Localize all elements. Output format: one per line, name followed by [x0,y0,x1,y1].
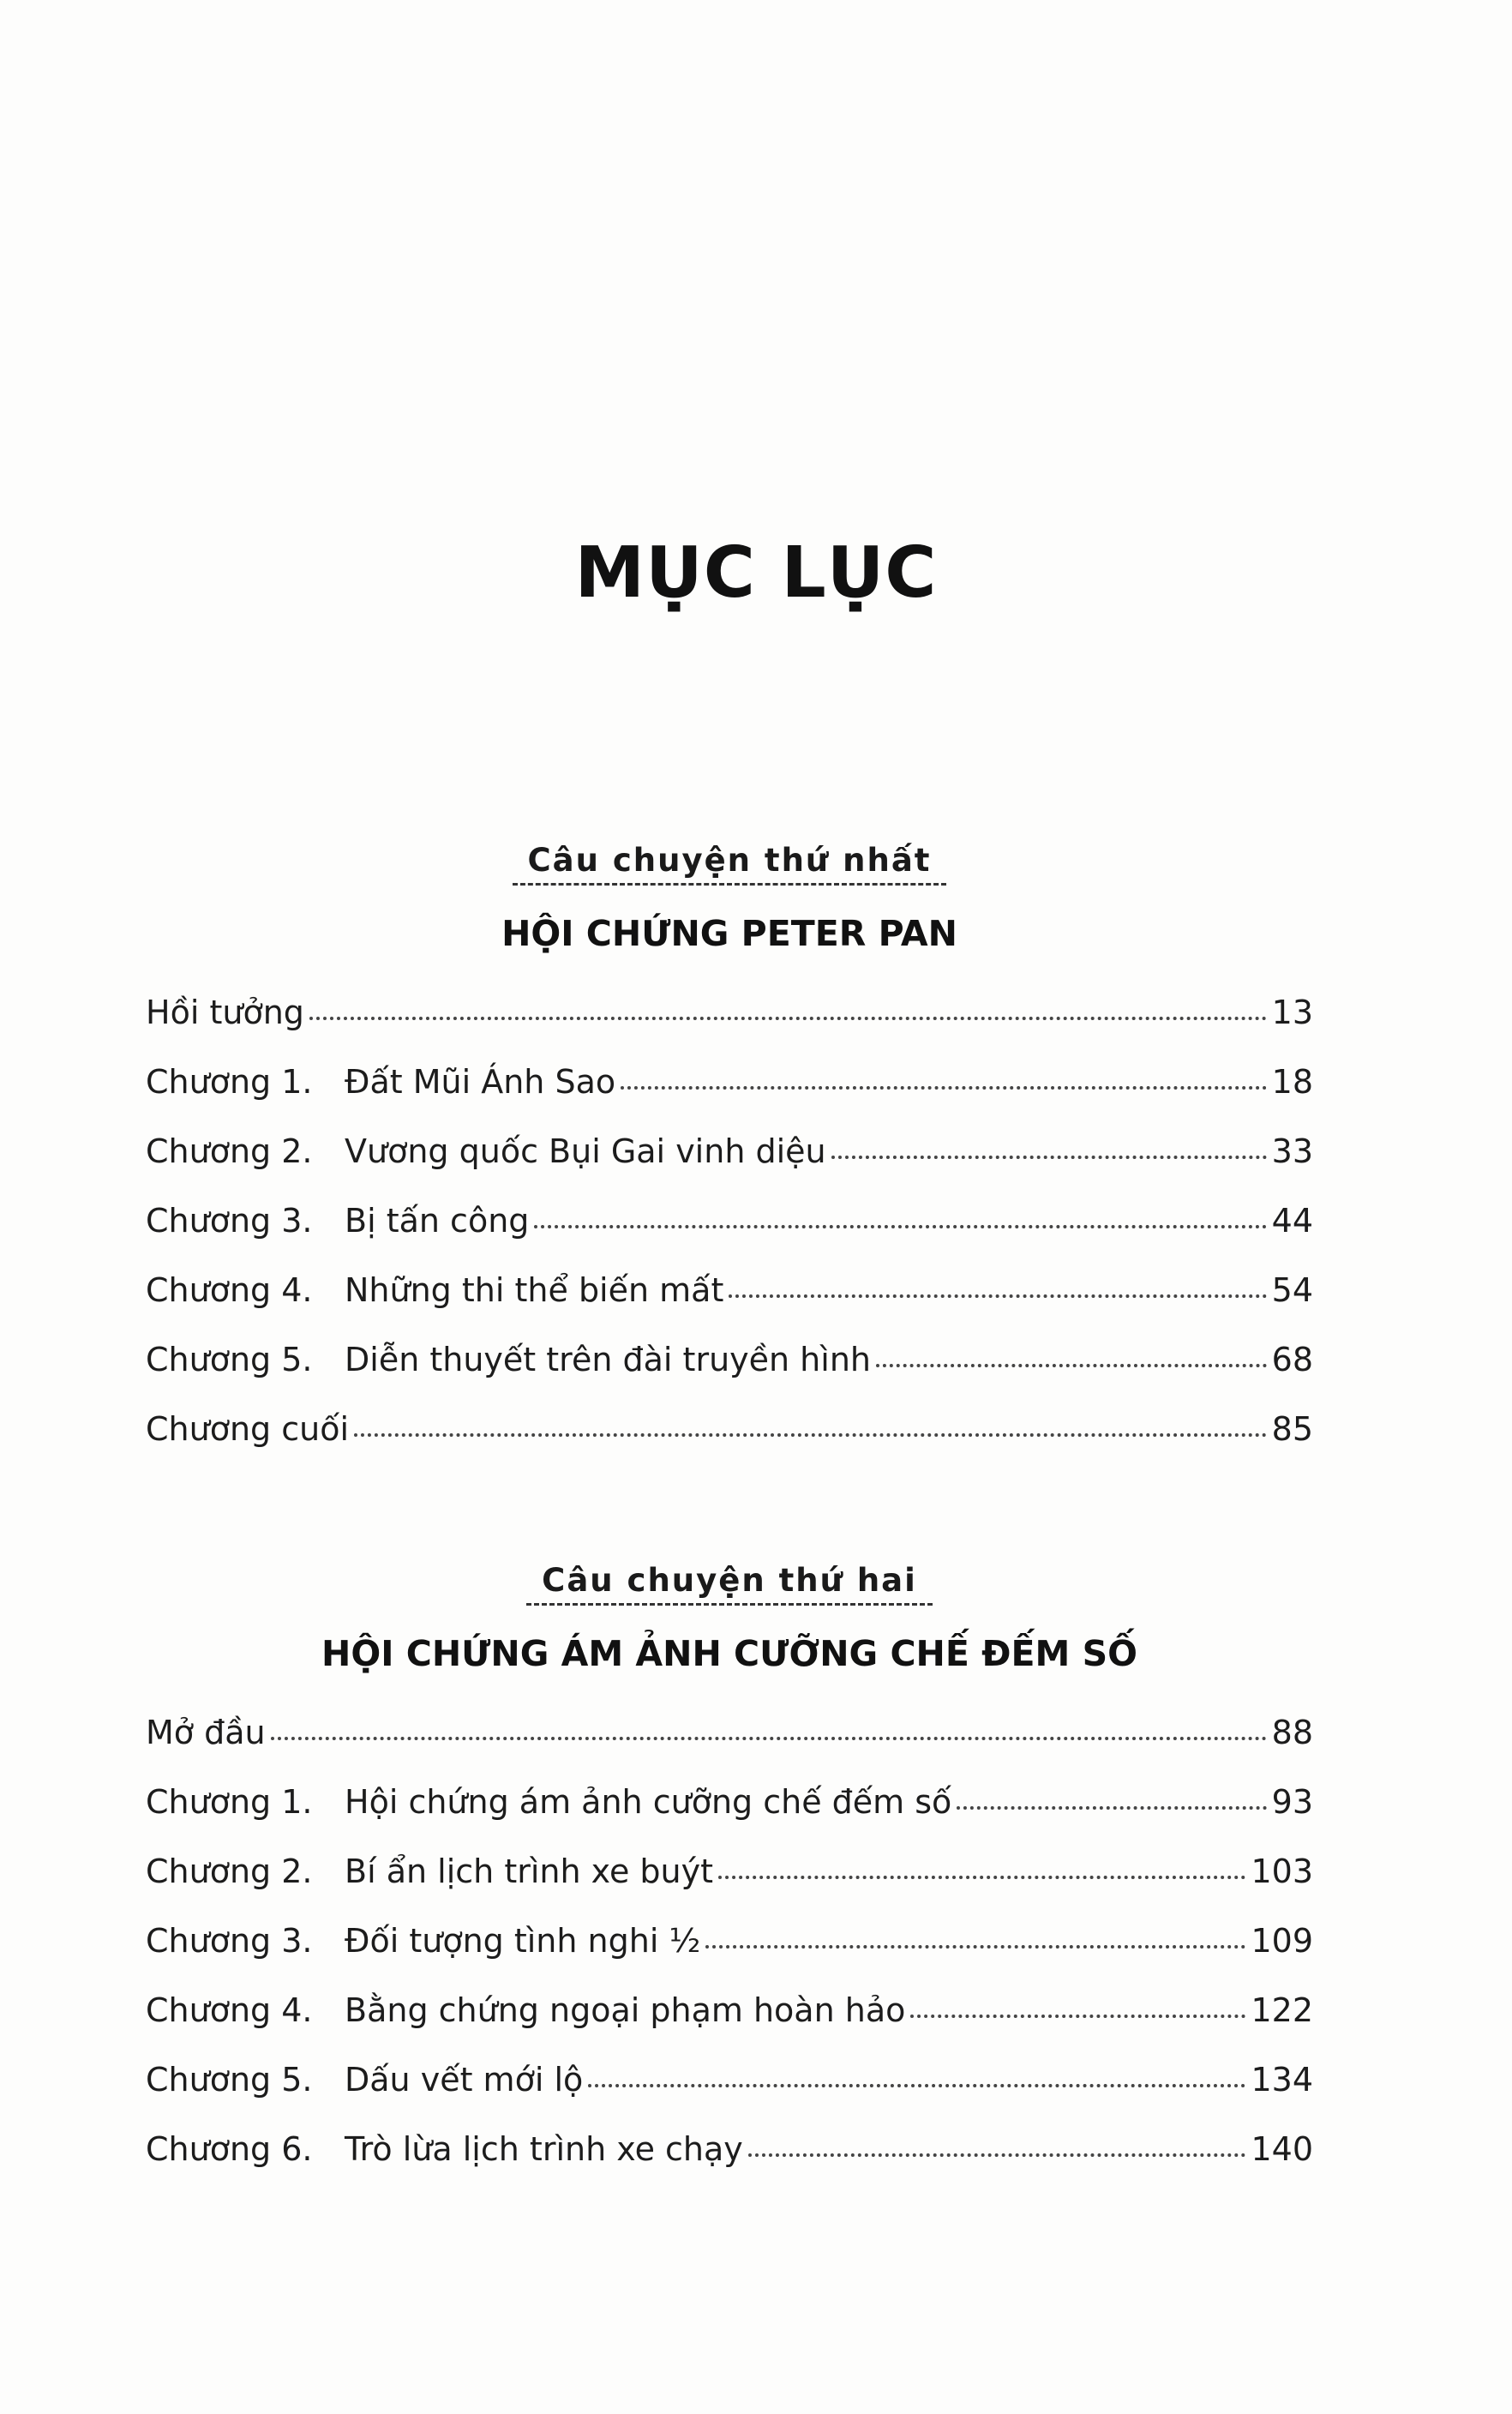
toc-page-number: 103 [1251,1852,1313,1890]
dot-leader [748,2150,1246,2157]
toc-page-number: 44 [1271,1201,1313,1240]
toc-entry [146,1341,1313,1410]
toc-chapter-number: Chương 2. [146,1852,313,1890]
toc-chapter-number: Chương 4. [146,1991,313,2029]
dot-leader [718,1872,1245,1879]
toc-entry [146,1271,1313,1341]
toc-chapter-number: Chương 5. [146,1340,313,1378]
toc-entry [146,2130,1313,2200]
toc-entry-title: Vương quốc Bụi Gai vinh diệu [345,1132,826,1170]
toc-chapter-number: Chương 1. [146,1062,313,1101]
toc-entry [146,1922,1313,1991]
toc-page-number: 93 [1271,1782,1313,1821]
toc-page-number: 18 [1271,1062,1313,1101]
story-section-2 [146,1562,1313,2200]
toc-list [146,994,1313,1480]
toc-page-number: 140 [1251,2129,1313,2168]
dot-leader [831,1152,1267,1159]
story-label: Câu chuyện thứ nhất [513,842,947,886]
toc-entry-title: Diễn thuyết trên đài truyền hình [345,1340,871,1378]
dot-leader [271,1733,1267,1740]
toc-entry [146,1991,1313,2061]
toc-title: MỤC LỤC [574,532,938,614]
dot-leader [957,1803,1266,1810]
toc-list [146,1714,1313,2200]
story-heading: HỘI CHỨNG PETER PAN [501,913,957,955]
dot-leader [588,2081,1245,2087]
toc-entry-title: Trò lừa lịch trình xe chạy [345,2129,743,2168]
toc-entry-title: Dấu vết mới lộ [345,2060,584,2099]
toc-page-number: 109 [1251,1921,1313,1960]
toc-entry-title: Đối tượng tình nghi ½ [345,1921,701,1960]
toc-entry-title: Bị tấn công [345,1201,530,1240]
toc-entry [146,2061,1313,2130]
toc-entry-title: Những thi thể biến mất [345,1270,724,1309]
toc-page-number: 122 [1251,1991,1313,2029]
toc-page-number: 85 [1271,1409,1313,1448]
toc-entry-title: Bí ẩn lịch trình xe buýt [345,1852,714,1890]
dot-leader [729,1291,1266,1298]
toc-chapter-number: Chương 6. [146,2129,313,2168]
toc-entry [146,1410,1313,1480]
toc-page-number: 54 [1271,1270,1313,1309]
toc-page-number: 134 [1251,2060,1313,2099]
toc-page-number: 33 [1271,1132,1313,1170]
toc-chapter-number: Chương 5. [146,2060,313,2099]
toc-entry-title: Bằng chứng ngoại phạm hoàn hảo [345,1991,906,2029]
toc-chapter-number: Chương 3. [146,1201,313,1240]
dot-leader [534,1222,1266,1228]
story-heading: HỘI CHỨNG ÁM ẢNH CƯỠNG CHẾ ĐẾM SỐ [321,1633,1137,1675]
dot-leader [705,1942,1245,1949]
dot-leader [621,1083,1267,1090]
toc-entry-title: Hội chứng ám ảnh cưỡng chế đếm số [345,1782,952,1821]
toc-page-number: 13 [1271,993,1313,1031]
dot-leader [309,1013,1267,1020]
toc-page-number: 88 [1271,1713,1313,1751]
toc-chapter-number: Chương 3. [146,1921,313,1960]
toc-chapter-number: Chương 1. [146,1782,313,1821]
toc-page-number: 68 [1271,1340,1313,1378]
toc-entry [146,1063,1313,1132]
dot-leader [876,1360,1267,1367]
toc-entry [146,1202,1313,1271]
toc-entry [146,1783,1313,1853]
toc-entry-title: Mở đầu [146,1713,266,1751]
story-section-1 [146,842,1313,1480]
toc-entry-title: Chương cuối [146,1409,350,1448]
story-label: Câu chuyện thứ hai [526,1562,933,1606]
dot-leader [354,1430,1267,1437]
toc-entry [146,994,1313,1063]
toc-entry [146,1132,1313,1202]
toc-entry [146,1714,1313,1783]
toc-entry-title: Hồi tưởng [146,993,304,1031]
toc-chapter-number: Chương 4. [146,1270,313,1309]
toc-entry-title: Đất Mũi Ánh Sao [345,1062,616,1101]
toc-entry [146,1853,1313,1922]
toc-chapter-number: Chương 2. [146,1132,313,1170]
dot-leader [910,2011,1245,2018]
